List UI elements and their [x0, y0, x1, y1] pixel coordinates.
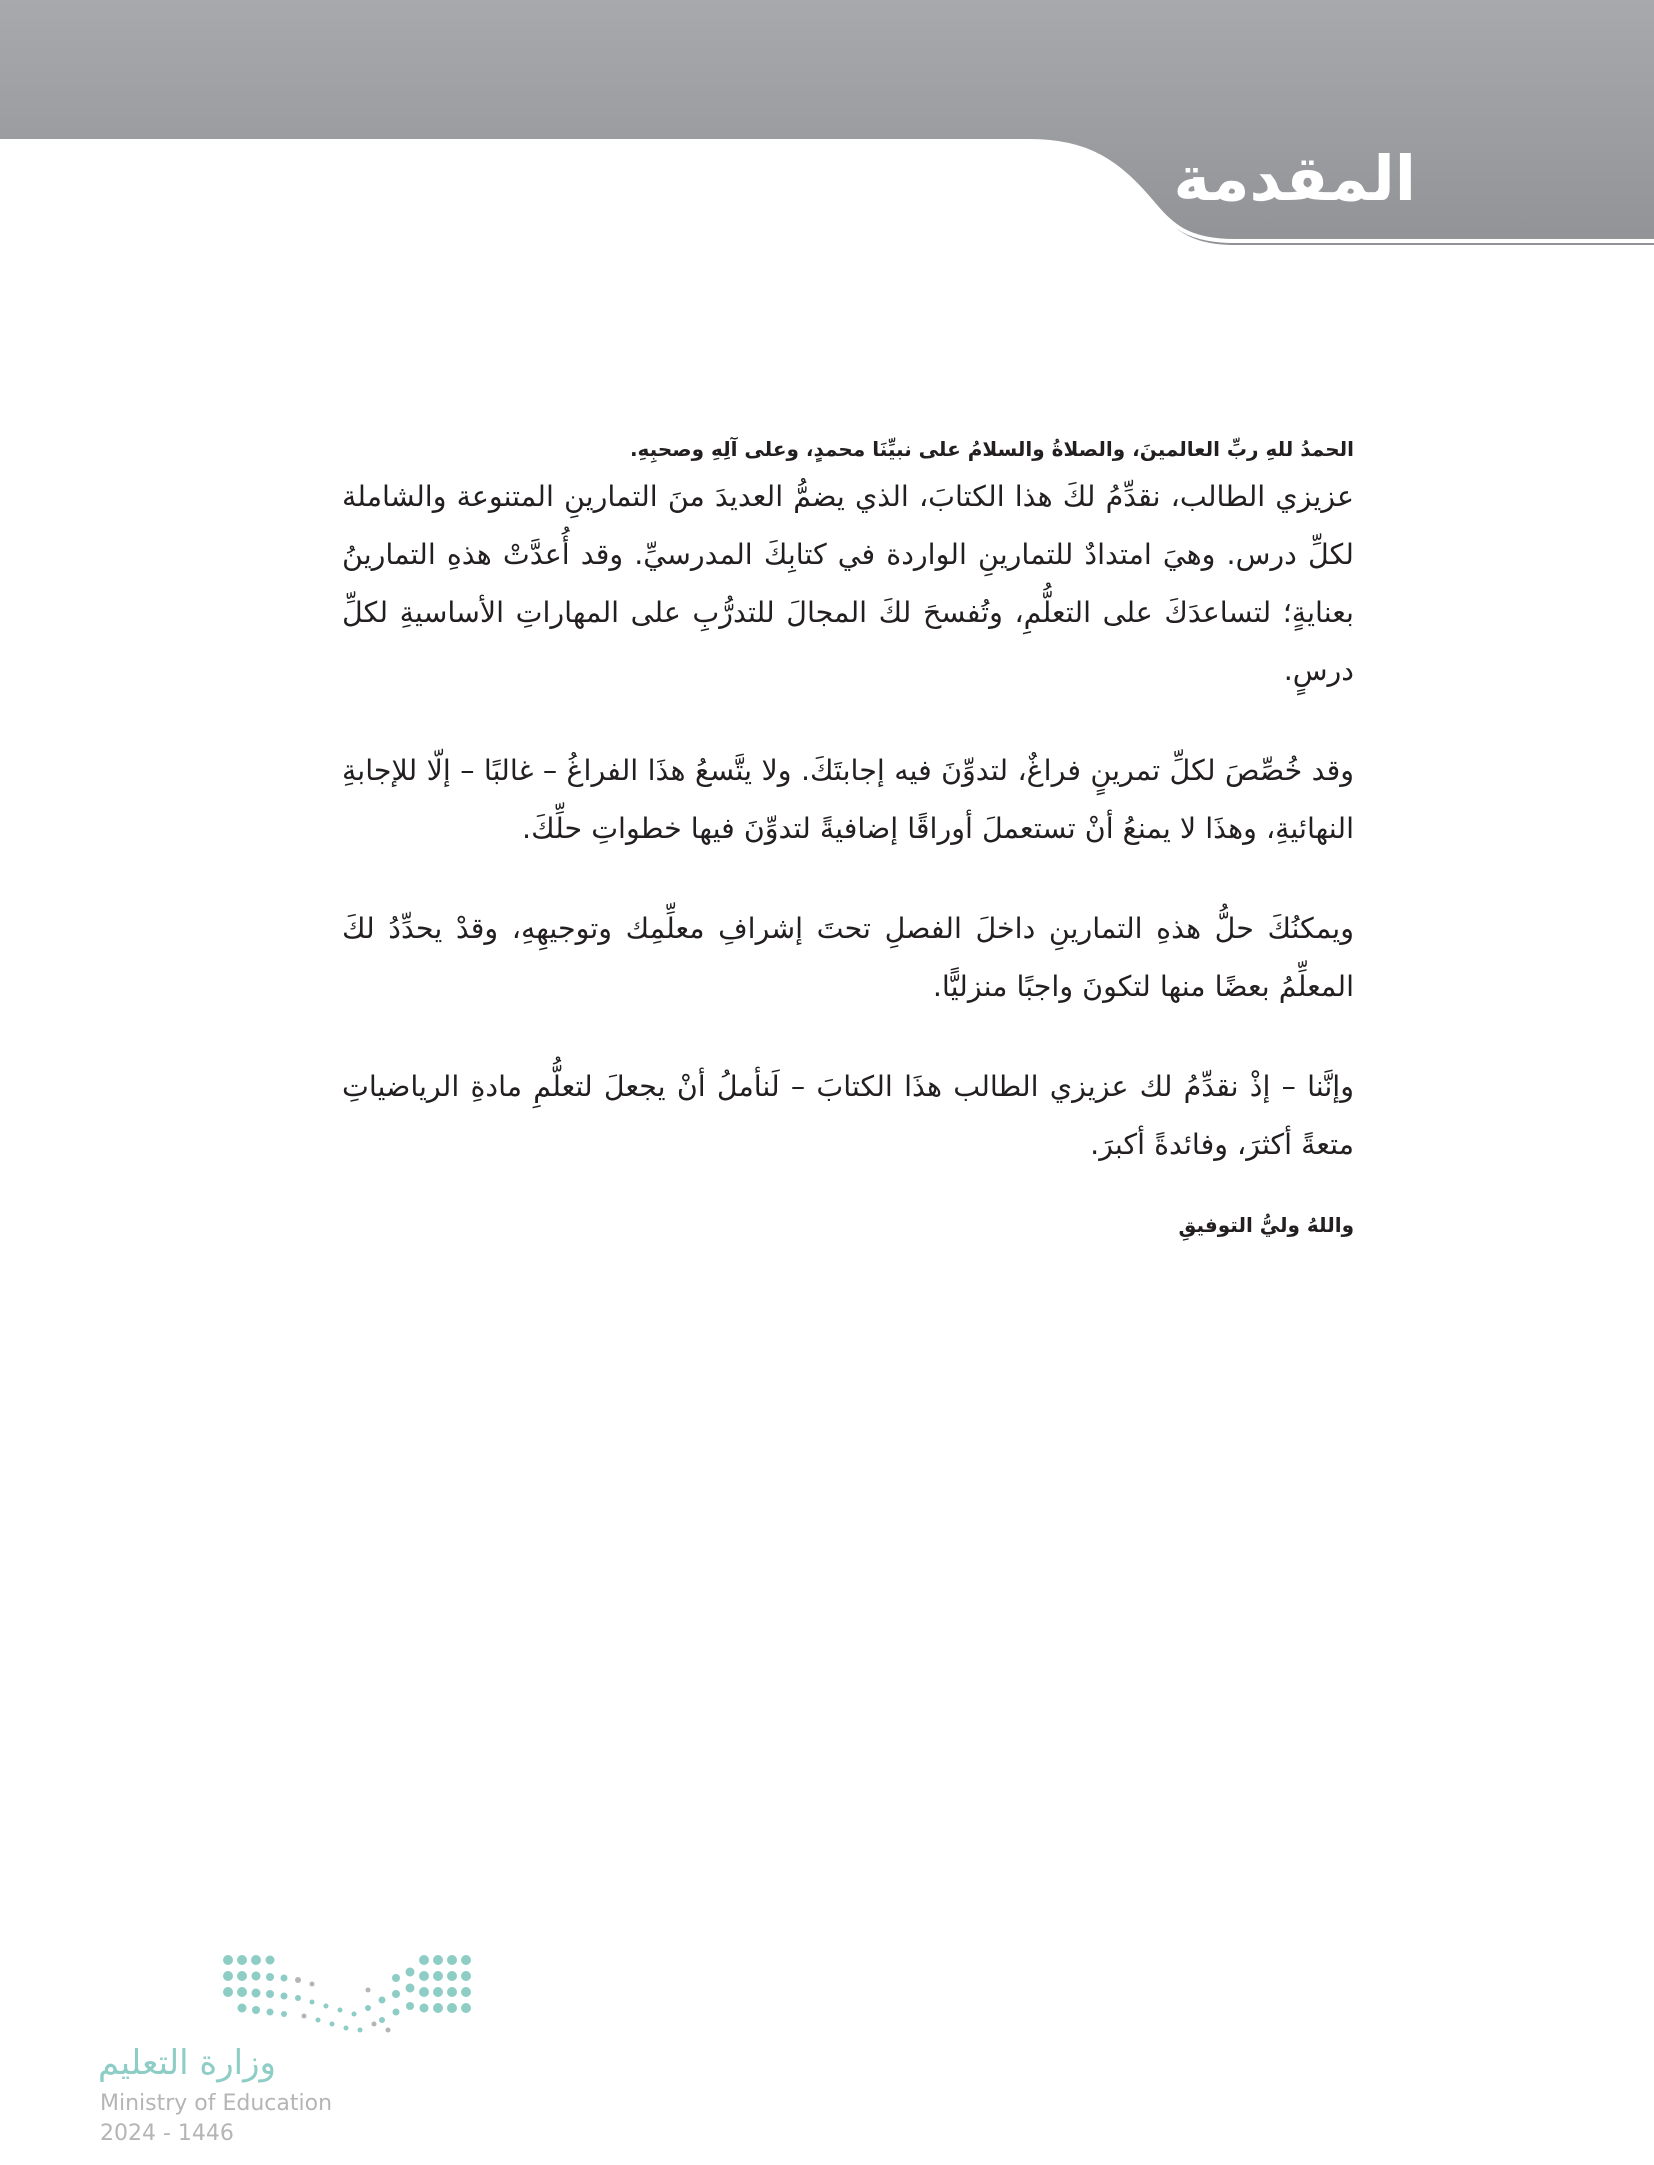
- paragraph-4: وإنَّنا – إذْ نقدِّمُ لك عزيزي الطالب هذَا الكتابَ – لَنأملُ أنْ يجعلَ لتعلُّمِ مادةِ الرياضياتِ متعةً أكثرَ، وفائدةً أكبرَ.: [342, 1070, 1354, 1161]
- ministry-logo: [98, 1950, 478, 2146]
- paragraph-1: عزيزي الطالب، نقدِّمُ لكَ هذا الكتابَ، الذي يضمُّ العديدَ منَ التمارينِ المتنوعة والشاملة لكلِّ درس. وهيَ امتدادٌ للتمارينِ الواردة في كتابِكَ المدرسيِّ. وقد أُعدَّتْ هذهِ التمارينُ بعنايةٍ؛ لتساعدَكَ على التعلُّمِ، وتُفسحَ لكَ المجالَ للتدرُّبِ على المهاراتِ الأساسيةِ لكلِّ درسٍ.: [342, 480, 1354, 687]
- edition-year: 2024 - 1446: [100, 2121, 234, 2146]
- paragraph-3: ويمكنُكَ حلُّ هذهِ التمارينِ داخلَ الفصلِ تحتَ إشرافِ معلِّمِك وتوجيهِهِ، وقدْ يحدِّدُ لكَ المعلِّمُ بعضًا منها لتكونَ واجبًا منزليًّا.: [342, 912, 1354, 1003]
- ministry-name-arabic: وزارة التعليم: [98, 2043, 276, 2083]
- opening-line: الحمدُ للهِ ربِّ العالمينَ، والصلاةُ والسلامُ على نبيِّنَا محمدٍ، وعلى آلِهِ وصحبِهِ.: [629, 437, 1354, 461]
- intro-content: [342, 432, 1354, 1242]
- closing-line: واللهُ وليُّ التوفيقِ: [1178, 1213, 1354, 1237]
- ministry-logo-dots-icon: [218, 1950, 478, 2038]
- page-title: المقدمة: [1173, 142, 1416, 215]
- paragraph-2: وقد خُصِّصَ لكلِّ تمرينٍ فراغٌ، لتدوِّنَ فيه إجابتَكَ. ولا يتَّسعُ هذَا الفراغُ – غالبًا – إلّا للإجابةِ النهائيةِ، وهذَا لا يمنعُ أنْ تستعملَ أوراقًا إضافيةً لتدوِّنَ فيها خطواتِ حلِّكَ.: [342, 754, 1354, 845]
- ministry-name-english: Ministry of Education: [100, 2091, 333, 2116]
